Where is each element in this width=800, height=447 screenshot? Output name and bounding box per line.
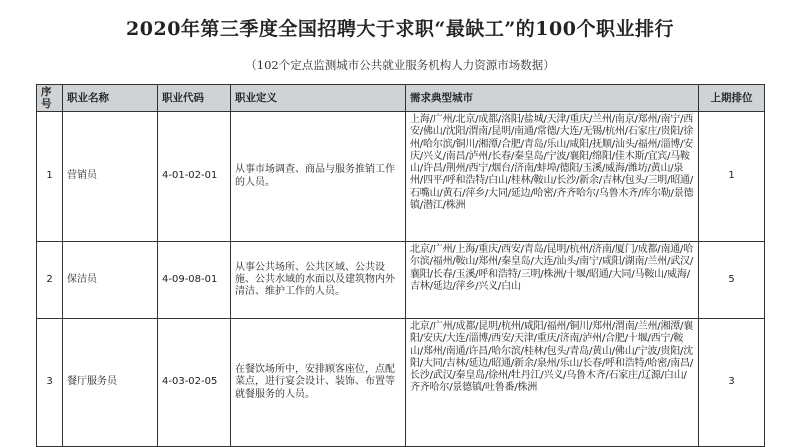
table-row [37,242,765,319]
row-prev-rank: 1 [699,112,765,242]
row-definition: 从事公共场所、公共区域、公共设施、公共水域的水面以及建筑物内外清洁、维护工作的人员。 [231,242,406,319]
row-code: 4-09-08-01 [158,242,231,319]
row-prev-rank: 5 [699,242,765,319]
header-name: 职业名称 [63,85,158,112]
row-no: 3 [37,319,63,447]
row-code: 4-03-02-05 [158,319,231,447]
occupation-ranking-table [36,84,765,447]
page-subtitle: （102个定点监测城市公共就业服务机构人力资源市场数据） [245,58,555,72]
table-row [37,112,765,242]
row-cities: 北京/广州/上海/重庆/西安/青岛/昆明/杭州/济南/厦门/成都/南通/哈尔滨/福州/鞍山/郑州/秦皇岛/大连/汕头/南宁/咸阳/湖南/兰州/武汉/襄阳/长春/玉溪/呼和浩特/三明/株洲/十堰/昭通/大同/马鞍山/威海/吉林/延边/萍乡/兴义/白山 [406,242,699,319]
table-header-row [37,85,765,112]
row-cities: 上海/广州/北京/成都/洛阳/盐城/天津/重庆/兰州/南京/郑州/南宁/西安/佛山/沈阳/渭南/昆明/南通/常德/大连/无锡/杭州/石家庄/贵阳/徐州/哈尔滨/铜川/湘潭/合肥/青岛/乐山/咸阳/抚顺/汕头/福州/淄博/安庆/兴义/南昌/泸州/长春/秦皇岛/宁波/襄阳/绵阳/佳木斯/宜宾/马鞍山/许昌/荆州/西宁/烟台/济南/蚌埠/德阳/玉溪/威海/潍坊/黄山/泉州/四平/呼和浩特/白山/桂林/鞍山/长沙/新余/吉林/包头/三明/昭通/石嘴山/黄石/萍乡/大同/延边/哈密/齐齐哈尔/乌鲁木齐/库尔勒/景德镇/潜江/株洲 [406,112,699,242]
row-code: 4-01-02-01 [158,112,231,242]
row-name: 保洁员 [63,242,158,319]
header-prev-rank: 上期排位 [699,85,765,112]
table-row [37,319,765,447]
header-no: 序号 [37,85,63,112]
header-cities: 需求典型城市 [406,85,699,112]
row-name: 营销员 [63,112,158,242]
row-definition: 在餐饮场所中，安排顾客座位，点配菜点，进行宴会设计、装饰、布置等就餐服务的人员。 [231,319,406,447]
row-prev-rank: 3 [699,319,765,447]
row-definition: 从事市场调查、商品与服务推销工作的人员。 [231,112,406,242]
row-cities: 北京/广州/成都/昆明/杭州/咸阳/福州/铜川/郑州/渭南/兰州/湘潭/襄阳/安庆/大连/淄博/西安/天津/重庆/济南/泸州/合肥/十堰/西宁/鞍山/郑州/南通/许昌/哈尔滨/桂林/包头/青岛/黄山/佛山/宁波/贵阳/沈阳/大同/吉林/延边/昭通/新余/泉州/乐山/长春/呼和浩特/哈密/南昌/长沙/武汉/秦皇岛/徐州/牡丹江/兴义/乌鲁木齐/石家庄/辽源/白山/齐齐哈尔/景德镇/吐鲁番/株洲 [406,319,699,447]
page-title: 2020年第三季度全国招聘大于求职“最缺工”的100个职业排行 [126,18,674,40]
row-no: 1 [37,112,63,242]
row-no: 2 [37,242,63,319]
header-code: 职业代码 [158,85,231,112]
header-definition: 职业定义 [231,85,406,112]
row-name: 餐厅服务员 [63,319,158,447]
